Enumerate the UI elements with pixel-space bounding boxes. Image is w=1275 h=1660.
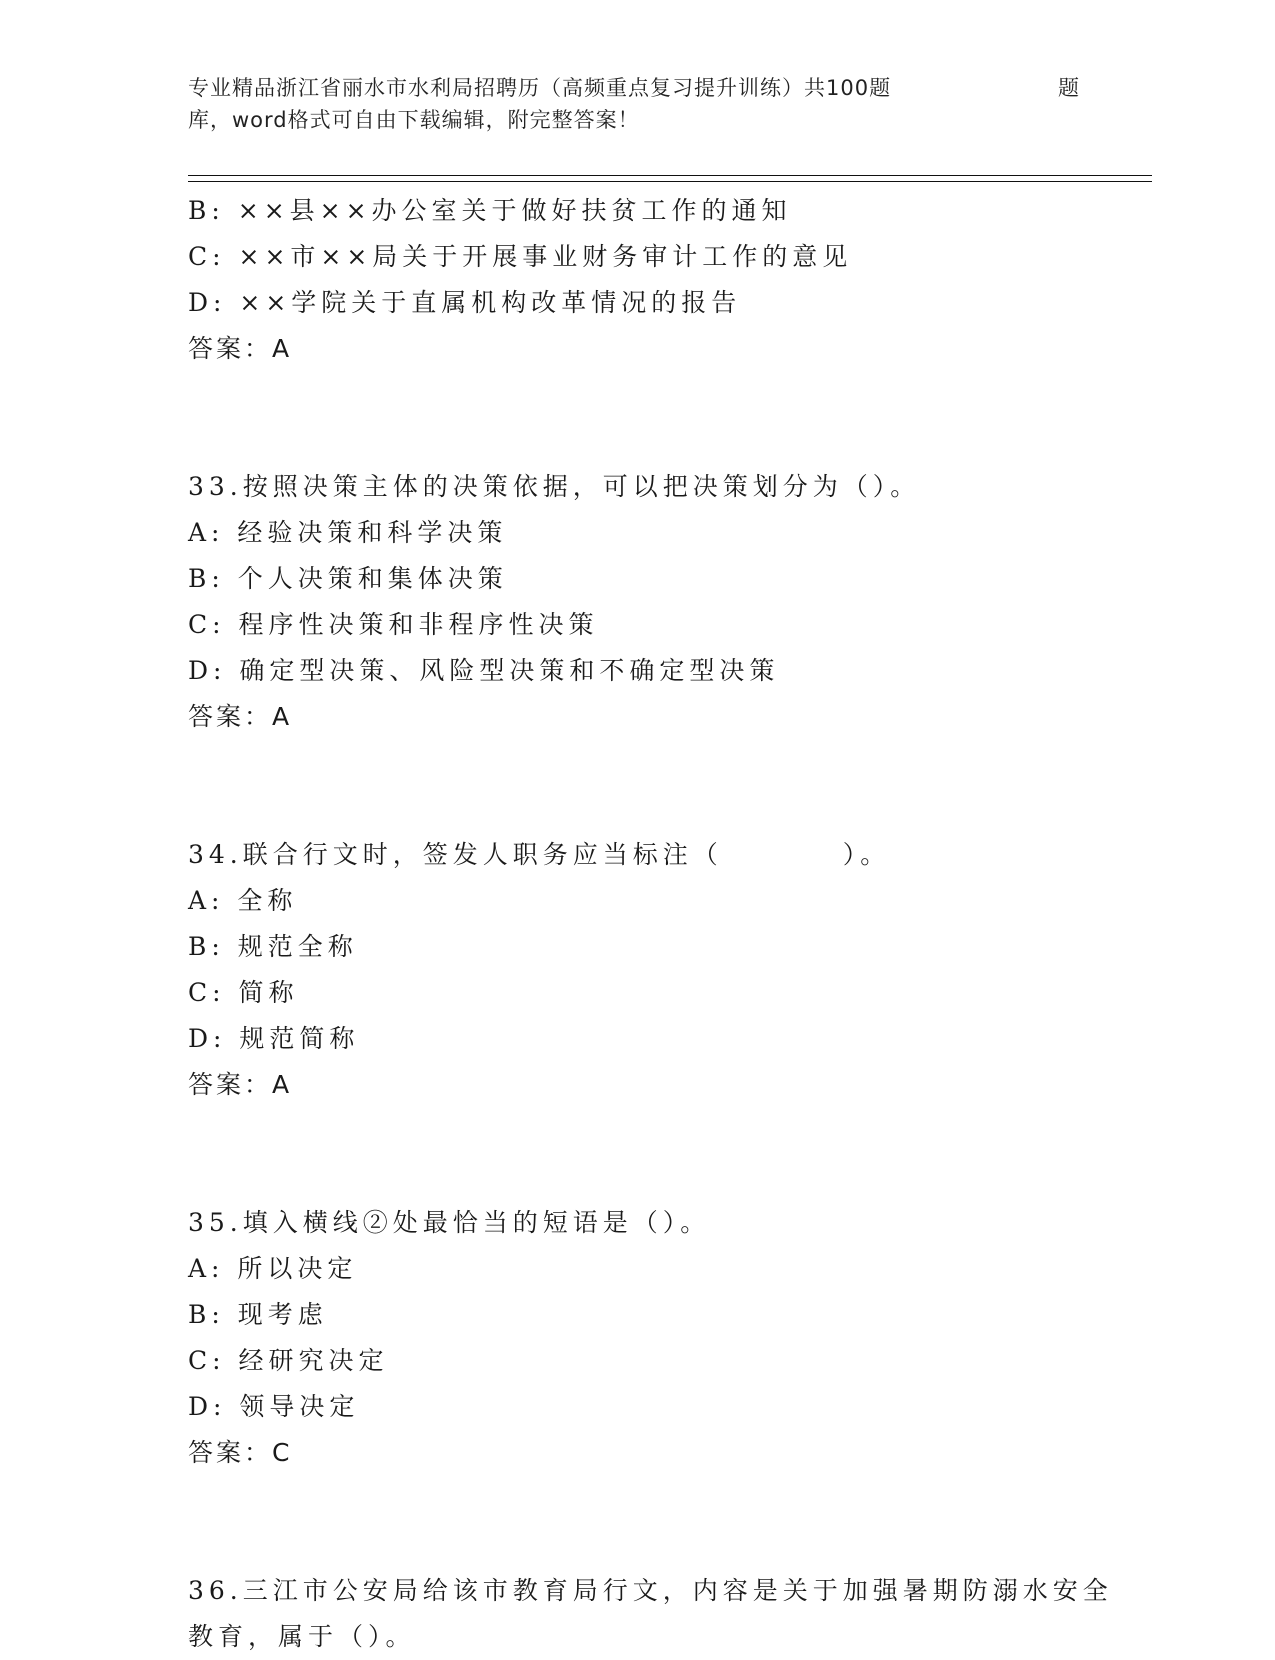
option-b: B: 个人决策和集体决策 [188, 564, 508, 593]
question-34 [188, 832, 1088, 1108]
question-32-continued [188, 188, 1088, 372]
option-b: B: 现考虑 [188, 1300, 328, 1329]
spacer [188, 1476, 1088, 1568]
question-33 [188, 464, 1088, 740]
question-list [188, 188, 1113, 1660]
question-stem-after: ）。 [842, 840, 891, 869]
answer: 答案：C [188, 1438, 293, 1467]
question-stem: 35.填入横线②处最恰当的短语是（）。 [188, 1208, 711, 1237]
option-d: D: 规范简称 [188, 1024, 360, 1053]
answer: 答案：A [188, 334, 293, 363]
document-header [188, 72, 1088, 136]
option-a: A: 经验决策和科学决策 [188, 518, 508, 547]
option-d: D: 确定型决策、风险型决策和不确定型决策 [188, 656, 780, 685]
option-b: B: 规范全称 [188, 932, 358, 961]
spacer [188, 372, 1088, 464]
option-d: D: 领导决定 [188, 1392, 360, 1421]
question-stem [188, 832, 1088, 878]
option-c: C: 简称 [188, 978, 299, 1007]
answer: 答案：A [188, 702, 293, 731]
option-c: C: 程序性决策和非程序性决策 [188, 610, 599, 639]
header-rule-top [188, 175, 1152, 176]
question-35 [188, 1200, 1088, 1476]
question-stem: 33.按照决策主体的决策依据，可以把决策划分为（）。 [188, 472, 921, 501]
option-a: A: 所以决定 [188, 1254, 358, 1283]
question-stem-line-1: 36.三江市公安局给该市教育局行文，内容是关于加强暑期防溺水安全 [188, 1576, 1113, 1605]
question-36 [188, 1568, 1113, 1660]
question-stem-line-2: 教育，属于（）。 [188, 1622, 416, 1651]
option-a: A: 全称 [188, 886, 298, 915]
question-stem-before: 34.联合行文时，签发人职务应当标注（ [188, 840, 723, 869]
header-title-tail: 题 [1058, 76, 1080, 100]
header-line-2: 库，word格式可自由下载编辑，附完整答案！ [188, 108, 640, 132]
answer: 答案：A [188, 1070, 293, 1099]
header-rule-bottom [188, 181, 1152, 182]
option-d: D: ××学院关于直属机构改革情况的报告 [188, 288, 742, 317]
header-title: 专业精品浙江省丽水市水利局招聘历（高频重点复习提升训练）共100题 [188, 76, 892, 100]
header-line-1 [188, 72, 1088, 104]
spacer [188, 1108, 1088, 1200]
option-c: C: 经研究决定 [188, 1346, 389, 1375]
option-c: C: ××市××局关于开展事业财务审计工作的意见 [188, 242, 853, 271]
option-b: B: ××县××办公室关于做好扶贫工作的通知 [188, 196, 792, 225]
spacer [188, 740, 1088, 832]
